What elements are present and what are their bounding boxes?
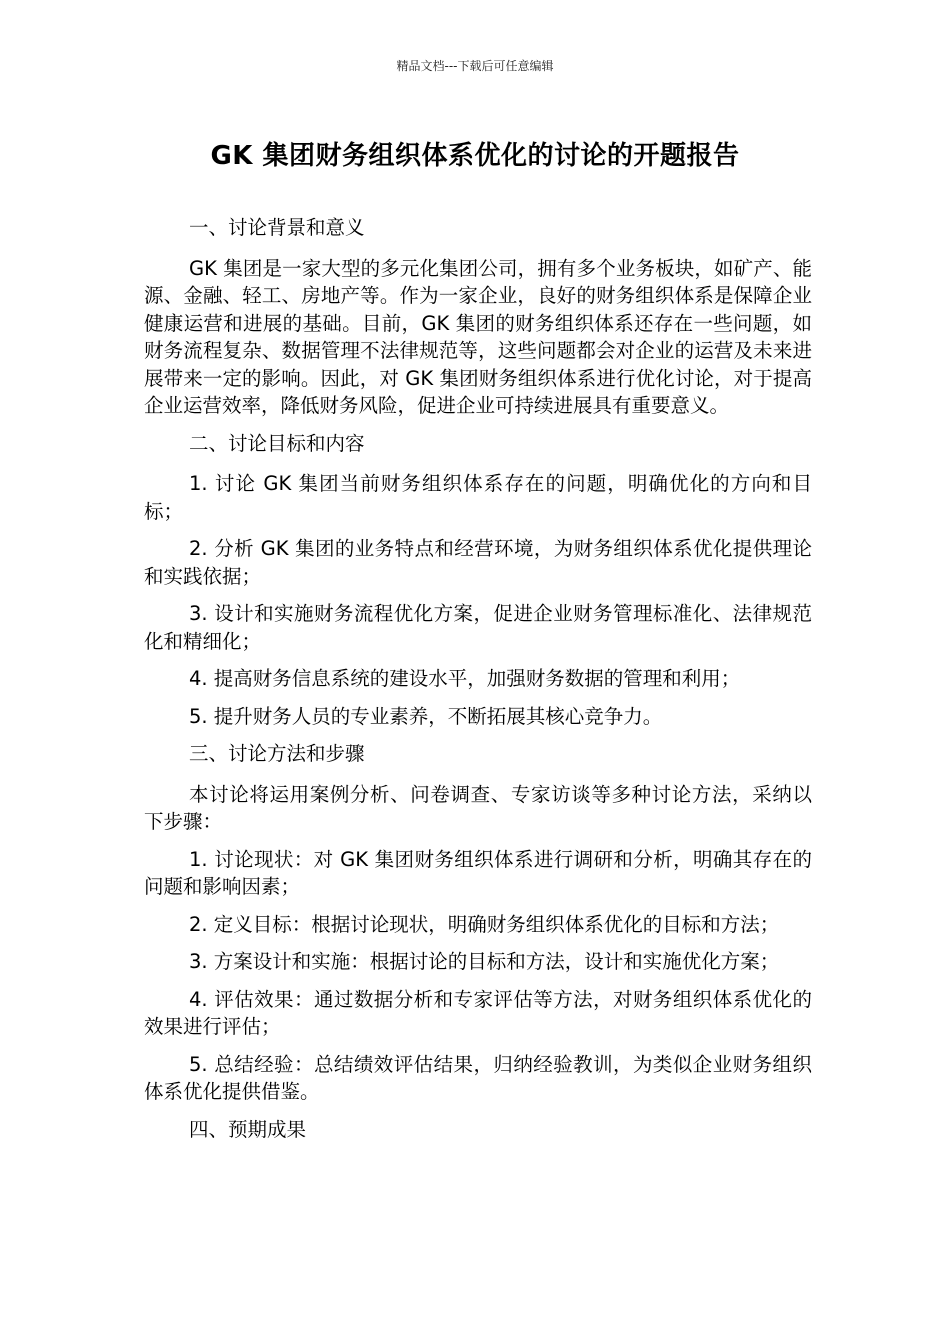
method-step: 2. 定义目标：根据讨论现状，明确财务组织体系优化的目标和方法； [189,912,780,936]
objective-item: 4. 提高财务信息系统的建设水平，加强财务数据的管理和利用； [189,667,741,690]
section-heading-methods: 三、讨论方法和步骤 [189,742,365,765]
background-paragraph: GK 集团是一家大型的多元化集团公司，拥有多个业务板块，如矿产、能源、金融、轻工、房地产等。作为一家企业，良好的财务组织体系是保障企业健康运营和进展的基础。目前，GK 集团的财务组织体系还存在一些问题，如财务流程复杂、数据管理不法律规范等，这些问题都会对企业的运营及未来进展带来一定的影响。因此，对 GK 集团财务组织体系进行优化讨论，对于提高企业运营效率，降低财务风险，促进企业可持续进展具有重要意义。 [144,256,812,417]
objective-item: 3. 设计和实施财务流程优化方案，促进企业财务管理标准化、法律规范化和精细化； [144,602,812,653]
document-body [144,214,812,1156]
method-step: 1. 讨论现状：对 GK 集团财务组织体系进行调研和分析，明确其存在的问题和影响因素； [144,847,812,898]
objective-item: 2. 分析 GK 集团的业务特点和经营环境，为财务组织体系优化提供理论和实践依据； [144,537,812,588]
section-heading-expected-results: 四、预期成果 [189,1117,307,1141]
methods-intro: 本讨论将运用案例分析、问卷调查、专家访谈等多种讨论方法，采纳以下步骤： [144,782,812,833]
method-step: 4. 评估效果：通过数据分析和专家评估等方法，对财务组织体系优化的效果进行评估； [144,987,812,1038]
method-step: 5. 总结经验：总结绩效评估结果，归纳经验教训，为类似企业财务组织体系优化提供借鉴。 [144,1052,812,1103]
objective-item: 1. 讨论 GK 集团当前财务组织体系存在的问题，明确优化的方向和目标； [144,472,812,523]
method-step: 3. 方案设计和实施：根据讨论的目标和方法，设计和实施优化方案； [189,950,780,973]
section-heading-objectives: 二、讨论目标和内容 [189,431,365,455]
page-header-caption: 精品文档---下载后可任意编辑 [396,59,554,73]
section-heading-background: 一、讨论背景和意义 [189,216,365,239]
document-title: GK 集团财务组织体系优化的讨论的开题报告 [210,141,740,171]
objective-item: 5. 提升财务人员的专业素养，不断拓展其核心竞争力。 [189,704,663,728]
